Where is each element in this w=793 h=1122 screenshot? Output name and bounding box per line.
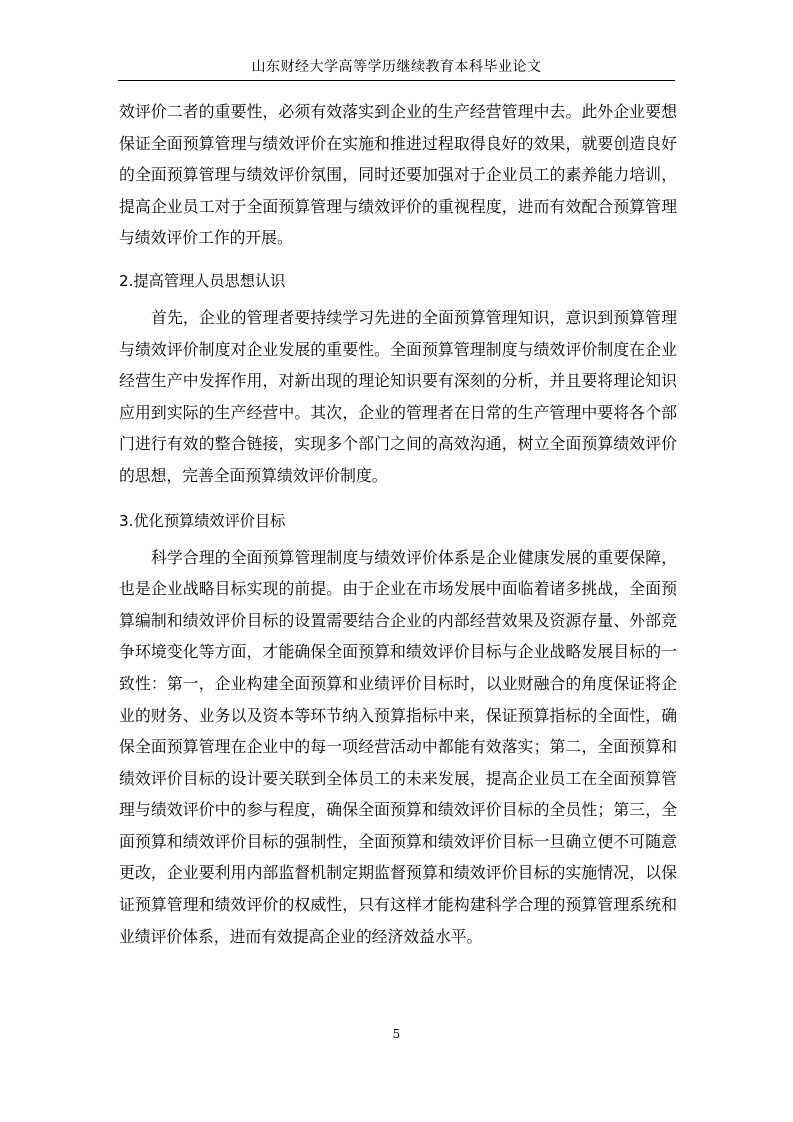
page-body (119, 96, 677, 952)
paragraph-3: 科学合理的全面预算管理制度与绩效评价体系是企业健康发展的重要保障，也是企业战略目标实现的前提。由于企业在市场发展中面临着诸多挑战，全面预算编制和绩效评价目标的设置需要结合企业的内部经营效果及资源存量、外部竞争环境变化等方面，才能确保全面预算和绩效评价目标与企业战略发展目标的一致性：第一，企业构建全面预算和业绩评价目标时，以业财融合的角度保证将企业的财务、业务以及资本等环节纳入预算指标中来，保证预算指标的全面性，确保全面预算管理在企业中的每一项经营活动中都能有效落实；第二，全面预算和绩效评价目标的设计要关联到全体员工的未来发展，提高企业员工在全面预算管理与绩效评价中的参与程度，确保全面预算和绩效评价目标的全员性；第三，全面预算和绩效评价目标的强制性，全面预算和绩效评价目标一旦确立便不可随意更改，企业要利用内部监督机制定期监督预算和绩效评价目标的实施情况，以保证预算管理和绩效评价的权威性，只有这样才能构建科学合理的预算管理系统和业绩评价体系，进而有效提高企业的经济效益水平。 (119, 547, 677, 946)
section-heading-2: 2.提高管理人员思想认识 (119, 271, 286, 290)
header-rule (118, 80, 675, 81)
page-number: 5 (392, 1027, 401, 1041)
paragraph-continued: 效评价二者的重要性，必须有效落实到企业的生产经营管理中去。此外企业要想保证全面预算管理与绩效评价在实施和推进过程取得良好的效果，就要创造良好的全面预算管理与绩效评价氛围，同时还要加强对于企业员工的素养能力培训，提高企业员工对于全面预算管理与绩效评价的重视程度，进而有效配合预算管理与绩效评价工作的开展。 (119, 102, 677, 248)
paragraph-2: 首先，企业的管理者要持续学习先进的全面预算管理知识，意识到预算管理与绩效评价制度对企业发展的重要性。全面预算管理制度与绩效评价制度在企业经营生产中发挥作用，对新出现的理论知识要有深刻的分析，并且要将理论知识应用到实际的生产经营中。其次，企业的管理者在日常的生产管理中要将各个部门进行有效的整合链接，实现多个部门之间的高效沟通，树立全面预算绩效评价的思想，完善全面预算绩效评价制度。 (119, 307, 677, 485)
running-header: 山东财经大学高等学历继续教育本科毕业论文 (251, 59, 542, 75)
section-heading-3: 3.优化预算绩效评价目标 (119, 511, 286, 530)
